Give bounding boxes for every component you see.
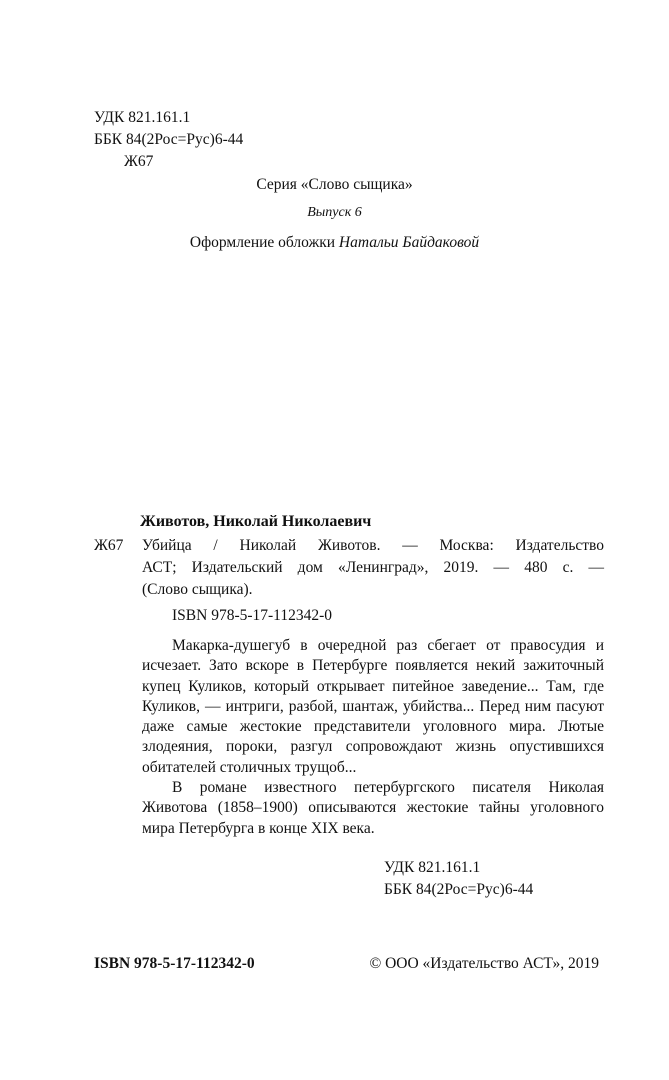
cover-designer: Натальи Байдаковой: [338, 234, 480, 251]
cover-credit-prefix: Оформление обложки: [189, 234, 336, 251]
catalog-line-1: Убийца / Николай Животов. — Москва: Издательство: [142, 537, 604, 554]
copyright: © ООО «Издательство АСТ», 2019: [369, 955, 599, 972]
udk-code-top: УДК 821.161.1: [94, 109, 191, 126]
annotation-paragraph: Макарка-душегуб в очередной раз сбегает от правосудия и исчезает. Зато вскоре в Петербурге появляется некий зажиточный купец Куликов, который открывает питейное заведение... Там, где Куликов, — интриги, разбой, шантаж, убийства... Перед ним пасуют даже самые жестокие представители уголовного мира. Лютые злодеяния, пороки, разгул сопровождают жизнь опустившихся обитателей столичных трущоб...: [142, 637, 604, 776]
footer-isbn: ISBN 978-5-17-112342-0: [94, 955, 255, 972]
bbk-code-top: ББК 84(2Рос=Рус)6-44: [94, 131, 244, 148]
author-heading: Животов, Николай Николаевич: [140, 513, 372, 530]
annotation-paragraph: В романе известного петербургского писателя Николая Животова (1858–1900) описываются жестокие тайны уголовного мира Петербурга в конце XIX века.: [142, 779, 604, 837]
bbk-code-bottom: ББК 84(2Рос=Рус)6-44: [384, 881, 534, 898]
series-label: Серия «Слово сыщика»: [256, 176, 413, 193]
author-mark-top: Ж67: [124, 153, 154, 170]
author-mark: Ж67: [94, 537, 124, 554]
udk-code-bottom: УДК 821.161.1: [384, 859, 481, 876]
catalog-isbn: ISBN 978-5-17-112342-0: [172, 607, 333, 624]
catalog-line-3: (Слово сыщика).: [142, 581, 253, 598]
cover-credit: [0, 234, 669, 252]
catalog-line-2: АСТ; Издательский дом «Ленинград», 2019. — 480 с. —: [142, 559, 604, 576]
annotation: [142, 636, 604, 839]
series-issue: Выпуск 6: [307, 205, 362, 220]
